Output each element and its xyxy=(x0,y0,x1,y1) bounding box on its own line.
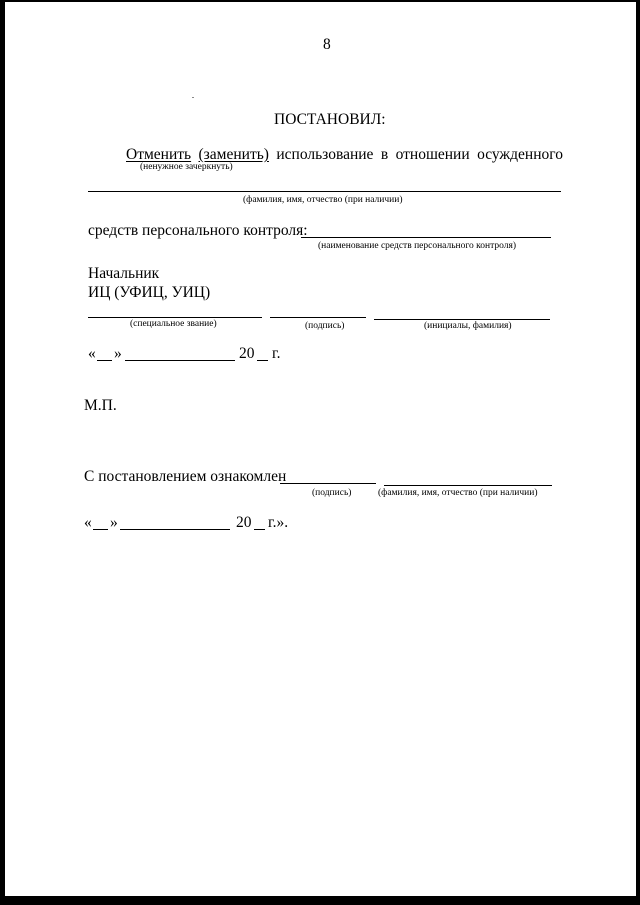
decision-line xyxy=(126,147,563,163)
decision-word: отношении xyxy=(395,146,470,163)
document-heading: ПОСТАНОВИЛ: xyxy=(274,111,386,128)
caption-rank: (специальное звание) xyxy=(130,319,217,329)
decision-word: использование xyxy=(276,146,374,163)
chief-title-line1: Начальник xyxy=(88,265,160,282)
date1-quote-close: » xyxy=(114,345,122,362)
date2-quote-close: » xyxy=(110,514,118,531)
stamp-place: М.П. xyxy=(84,397,117,414)
control-means-field[interactable] xyxy=(301,237,551,238)
ack-fio-field[interactable] xyxy=(384,485,552,486)
date2-month-field[interactable] xyxy=(120,529,230,530)
control-means-label: средств персонального контроля: xyxy=(88,222,308,239)
option-cancel: Отменить xyxy=(126,146,192,163)
ack-signature-field[interactable] xyxy=(280,483,376,484)
scan-border-right xyxy=(636,0,640,905)
date1-month-field[interactable] xyxy=(125,360,235,361)
date1-year-prefix: 20 xyxy=(239,345,255,362)
date1-year-suffix: г. xyxy=(272,345,281,362)
decision-word: осужденного xyxy=(477,146,563,163)
caption-ack-fio: (фамилия, имя, отчество (при наличии) xyxy=(378,488,538,498)
date1-year-field[interactable] xyxy=(257,360,268,361)
caption-fio: (фамилия, имя, отчество (при наличии) xyxy=(243,195,403,205)
scan-border-left xyxy=(0,0,5,905)
caption-chief-initials: (инициалы, фамилия) xyxy=(424,321,512,331)
chief-title-line2: ИЦ (УФИЦ, УИЦ) xyxy=(88,284,211,301)
caption-ack-signature: (подпись) xyxy=(312,488,352,498)
caption-chief-signature: (подпись) xyxy=(305,321,345,331)
date2-year-suffix: г.». xyxy=(268,514,289,531)
decision-word: в xyxy=(380,146,389,163)
date2-day-field[interactable] xyxy=(93,529,108,530)
date2-year-prefix: 20 xyxy=(236,514,252,531)
caption-control-means: (наименование средств персонального контроля) xyxy=(318,241,517,251)
scan-border-top xyxy=(0,0,640,2)
date1-quote-open: « xyxy=(88,345,96,362)
rank-field[interactable] xyxy=(88,317,262,318)
chief-signature-field[interactable] xyxy=(270,317,366,318)
date1-day-field[interactable] xyxy=(97,360,112,361)
scan-border-bottom xyxy=(0,896,640,905)
date2-quote-open: « xyxy=(84,514,92,531)
page-number: 8 xyxy=(323,36,331,53)
option-replace: (заменить) xyxy=(198,146,269,163)
scan-speck xyxy=(192,97,194,98)
chief-initials-field[interactable] xyxy=(374,319,550,320)
convict-name-field[interactable] xyxy=(88,191,561,192)
acknowledge-label: С постановлением ознакомлен xyxy=(84,468,287,485)
hint-strike-unneeded: (ненужное зачеркнуть) xyxy=(140,162,233,172)
date2-year-field[interactable] xyxy=(254,529,265,530)
